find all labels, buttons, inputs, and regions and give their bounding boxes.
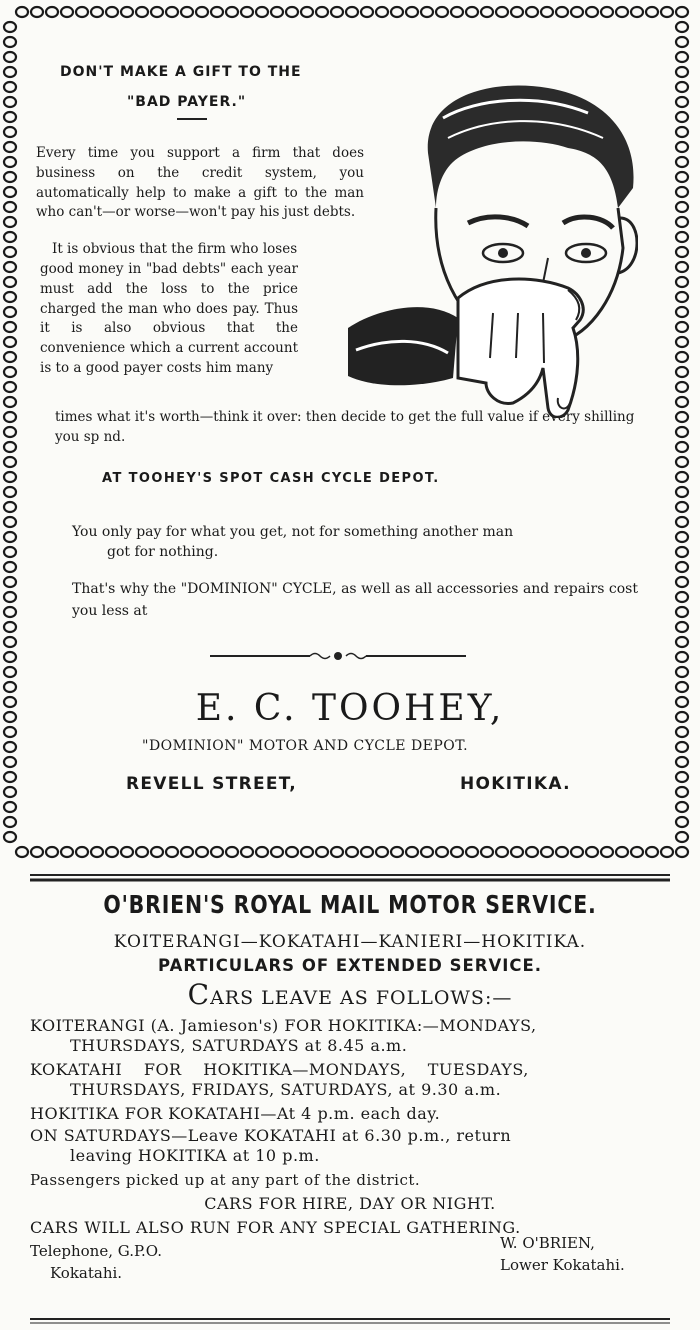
service-route: KOITERANGI—KOKATAHI—KANIERI—HOKITIKA.: [113, 932, 587, 952]
proprietor-name: W. O'BRIEN,: [500, 1234, 595, 1252]
pointing-man-illustration: [318, 58, 638, 418]
kokatahi-line-1: KOKATAHI FOR HOKITIKA—MONDAYS, TUESDAYS,: [30, 1060, 529, 1079]
timetable-saturdays: [30, 1126, 685, 1166]
pay-line-1: You only pay for what you get, not for something another man: [72, 524, 514, 540]
cars-leave-rest: ARS LEAVE AS FOLLOWS:—: [210, 987, 513, 1009]
telephone-place: Kokatahi.: [50, 1264, 123, 1282]
pay-line-2: got for nothing.: [107, 544, 219, 560]
headline-line-1: DON'T MAKE A GIFT TO THE: [60, 64, 302, 80]
kokatahi-line-2: THURSDAYS, FRIDAYS, SATURDAYS, at 9.30 a.m.: [70, 1080, 502, 1099]
cars-for-hire: CARS FOR HIRE, DAY OR NIGHT.: [204, 1194, 496, 1213]
service-title: O'BRIEN'S ROYAL MAIL MOTOR SERVICE.: [103, 890, 597, 919]
proprietor-place: Lower Kokatahi.: [500, 1256, 625, 1274]
timetable-hokitika: HOKITIKA FOR KOKATAHI—At 4 p.m. each day.: [30, 1104, 441, 1123]
depot-line: AT TOOHEY'S SPOT CASH CYCLE DEPOT.: [102, 471, 440, 486]
cars-leave-initial: C: [187, 978, 211, 1011]
koiterangi-line-1: KOITERANGI (A. Jamieson's) FOR HOKITIKA:—MONDAYS,: [30, 1016, 537, 1035]
cars-leave-heading: [0, 978, 700, 1011]
koiterangi-line-2: THURSDAYS, SATURDAYS at 8.45 a.m.: [70, 1036, 408, 1055]
saturdays-line-1: ON SATURDAYS—Leave KOKATAHI at 6.30 p.m., return: [30, 1126, 512, 1145]
proprietor-block: [500, 1232, 625, 1276]
saturdays-line-2: leaving HOKITIKA at 10 p.m.: [70, 1146, 320, 1165]
advert-body: [30, 28, 670, 858]
paragraph-obvious-start: It is obvious that the firm who loses: [52, 241, 298, 257]
headline-line-2: "BAD PAYER.": [127, 94, 247, 110]
special-gatherings: CARS WILL ALSO RUN FOR ANY SPECIAL GATHERING.: [30, 1218, 521, 1237]
paragraph-credit-system: Every time you support a firm that does business on the credit system, you automatically help to make a gift to the man who can't—or worse—won't pay his just debts.: [36, 145, 364, 221]
paragraph-dominion-cycle: That's why the "DOMINION" CYCLE, as well as all accessories and repairs cost you less at: [72, 581, 638, 619]
obrien-advertisement: [0, 880, 700, 1330]
timetable-koiterangi: [30, 1016, 685, 1056]
passengers-note: Passengers picked up at any part of the district.: [30, 1171, 421, 1189]
paragraph-pay-for-what-you-get: [72, 522, 638, 562]
timetable-kokatahi: [30, 1060, 685, 1100]
paragraph-bad-debts: good money in "bad debts" each year must add the loss to the price charged the man who does pay. Thus it is also obvious that the convenience which a current account is to a good payer costs him many: [40, 261, 298, 376]
street-name: REVELL STREET,: [126, 774, 298, 794]
extended-service-heading: PARTICULARS OF EXTENDED SERVICE.: [157, 956, 543, 975]
firm-description: "DOMINION" MOTOR AND CYCLE DEPOT.: [142, 738, 469, 754]
telephone-label: Telephone, G.P.O.: [30, 1242, 162, 1260]
firm-name: E. C. TOOHEY,: [195, 688, 505, 729]
headline-dash: [177, 118, 207, 120]
bottom-rule: [30, 1316, 670, 1326]
ornament-divider: [210, 646, 466, 666]
paragraph-think-it-over: times what it's worth—think it over: then decide to get the full value if every shilling you sp nd.: [55, 409, 635, 445]
telephone-block: [30, 1240, 162, 1284]
town-name: HOKITIKA.: [460, 774, 571, 794]
